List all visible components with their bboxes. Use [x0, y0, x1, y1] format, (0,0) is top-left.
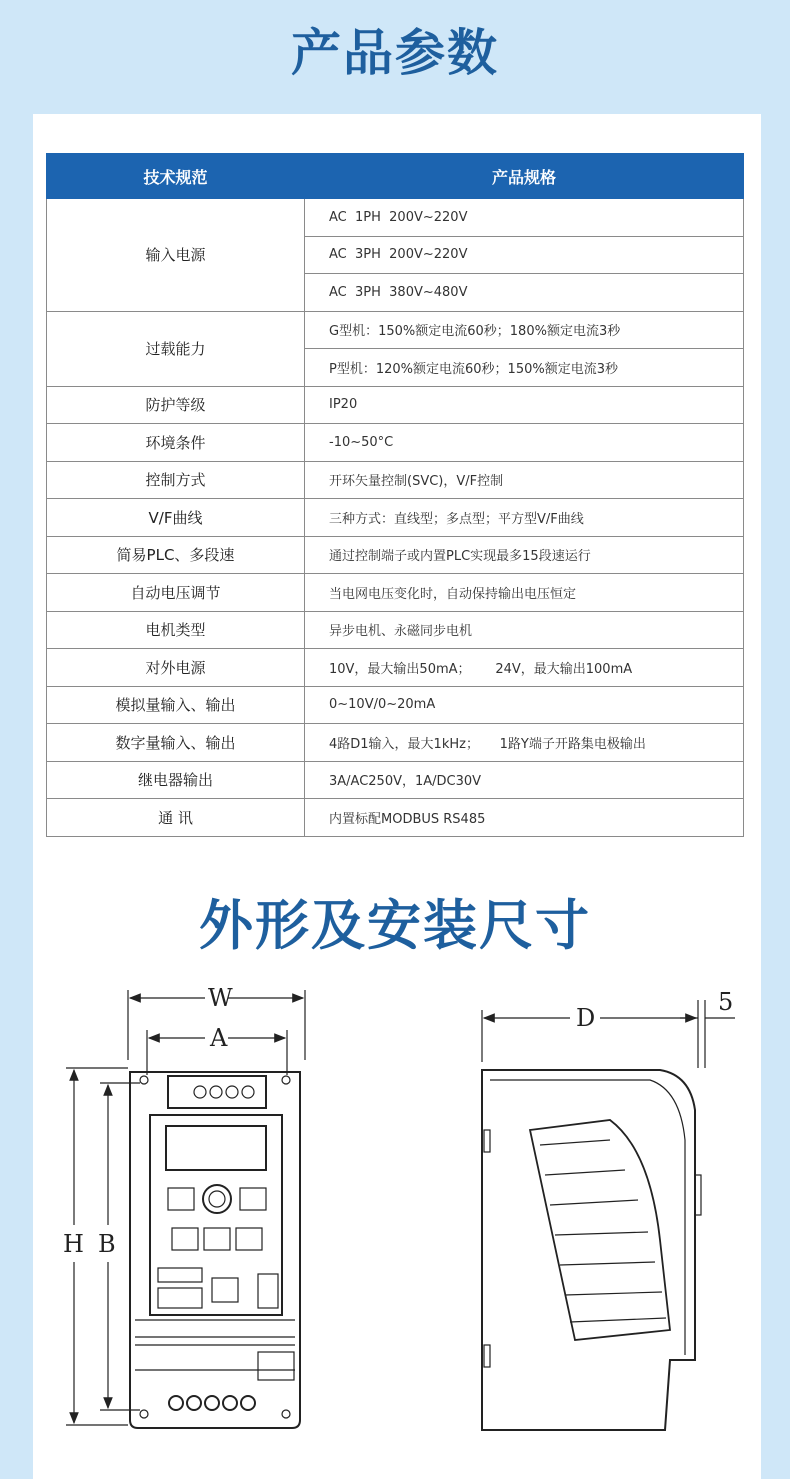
- spec-name-cell: 模拟量输入、输出: [47, 686, 305, 724]
- spec-value-cell: AC 3PH 200V~220V: [305, 236, 744, 274]
- dim-label-a: A: [210, 1024, 228, 1052]
- spec-value-cell: 0~10V/0~20mA: [305, 686, 744, 724]
- spec-name-cell: 简易PLC、多段速: [47, 536, 305, 574]
- spec-name-cell: 环境条件: [47, 424, 305, 462]
- spec-name-cell: 通 讯: [47, 799, 305, 837]
- spec-value-cell: P型机：120%额定电流60秒；150%额定电流3秒: [305, 349, 744, 387]
- spec-name-cell: 数字量输入、输出: [47, 724, 305, 762]
- header-spec: 技术规范: [47, 154, 305, 199]
- spec-value-cell: 当电网电压变化时，自动保持输出电压恒定: [305, 574, 744, 612]
- spec-name-cell: V/F曲线: [47, 499, 305, 537]
- spec-value-cell: 4路D1输入，最大1kHz； 1路Y端子开路集电极输出: [305, 724, 744, 762]
- header-product: 产品规格: [305, 154, 744, 199]
- spec-name-cell: 对外电源: [47, 649, 305, 687]
- dim-label-w: W: [208, 984, 233, 1012]
- spec-value-cell: AC 3PH 380V~480V: [305, 274, 744, 312]
- spec-value-cell: 通过控制端子或内置PLC实现最多15段速运行: [305, 536, 744, 574]
- spec-value-cell: 10V，最大输出50mA； 24V，最大输出100mA: [305, 649, 744, 687]
- section-title-params: 产品参数: [291, 24, 499, 82]
- spec-value-cell: -10~50°C: [305, 424, 744, 462]
- spec-value-cell: AC 1PH 200V~220V: [305, 199, 744, 237]
- spec-value-cell: 内置标配MODBUS RS485: [305, 799, 744, 837]
- spec-name-cell: 控制方式: [47, 461, 305, 499]
- section-title-dimensions: 外形及安装尺寸: [199, 894, 591, 957]
- spec-name-cell: 防护等级: [47, 386, 305, 424]
- spec-value-cell: 开环矢量控制(SVC)，V/F控制: [305, 461, 744, 499]
- dim-label-h: H: [63, 1230, 84, 1258]
- dim-label-5: 5: [718, 988, 734, 1016]
- spec-value-cell: 异步电机、永磁同步电机: [305, 611, 744, 649]
- spec-value-cell: 三种方式：直线型；多点型；平方型V/F曲线: [305, 499, 744, 537]
- spec-name-cell: 继电器输出: [47, 761, 305, 799]
- dim-label-d: D: [576, 1004, 596, 1032]
- spec-name-cell: 自动电压调节: [47, 574, 305, 612]
- dim-label-b: B: [98, 1230, 116, 1258]
- spec-value-cell: IP20: [305, 386, 744, 424]
- spec-name-cell: 电机类型: [47, 611, 305, 649]
- spec-name-cell: 过载能力: [47, 311, 305, 386]
- spec-name-cell: 输入电源: [47, 199, 305, 312]
- spec-value-cell: G型机：150%额定电流60秒；180%额定电流3秒: [305, 311, 744, 349]
- spec-value-cell: 3A/AC250V，1A/DC30V: [305, 761, 744, 799]
